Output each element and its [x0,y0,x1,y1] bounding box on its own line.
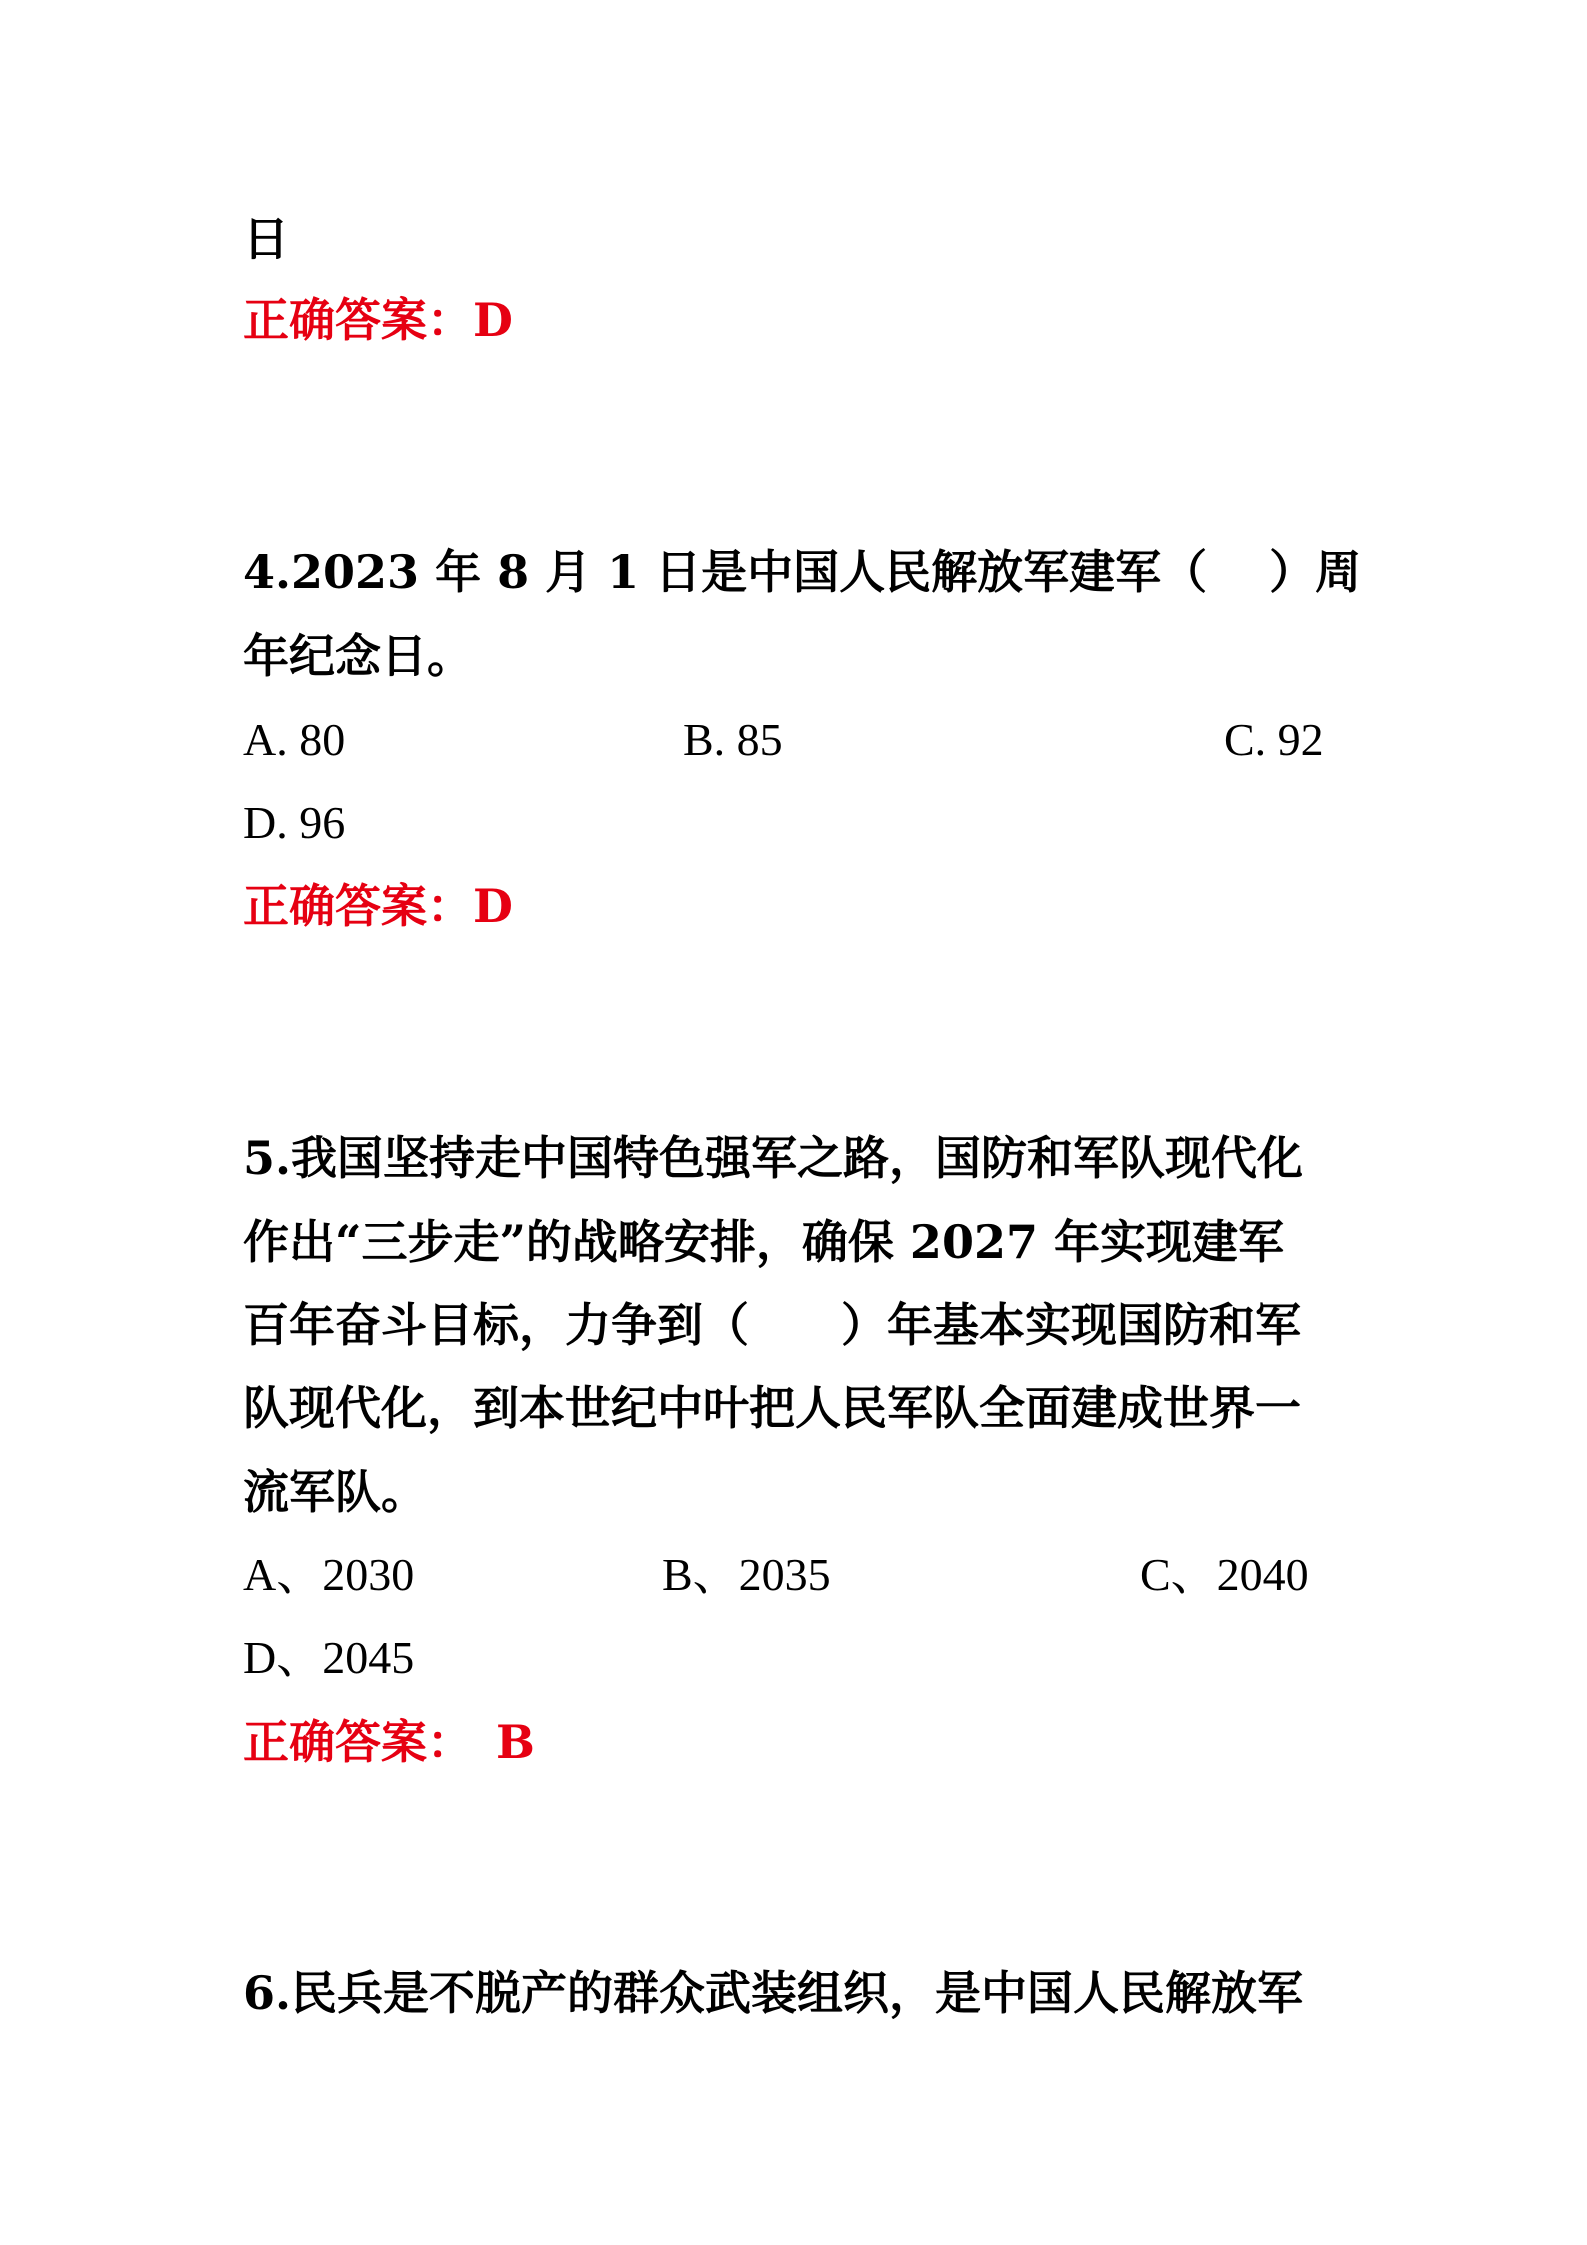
q5-stem-line-4: 队现代化，到本世纪中叶把人民军队全面建成世界一 [243,1381,1301,1435]
prev-question-answer: 正确答案：D [243,293,513,347]
q4-option-c: C. 92 [1224,714,1324,765]
q5-stem-line-5: 流军队。 [243,1465,427,1519]
q4-stem-line-1: 4.2023 年 8 月 1 日是中国人民解放军建军（ ）周 [243,545,1362,599]
q5-stem-line-1: 5.我国坚持走中国特色强军之路，国防和军队现代化 [243,1131,1304,1185]
q4-stem-line-2: 年纪念日。 [243,629,473,683]
q4-answer: 正确答案：D [243,879,513,933]
q4-option-b: B. 85 [683,714,783,765]
q5-option-a: A、2030 [243,1549,415,1600]
q4-option-d: D. 96 [243,797,346,848]
q5-option-b: B、2035 [662,1549,831,1600]
q5-option-c: C、2040 [1140,1549,1309,1600]
q5-option-d: D、2045 [243,1632,415,1683]
q5-stem-line-2: 作出“三步走”的战略安排，确保 2027 年实现建军 [243,1215,1284,1269]
q6-stem-line-1: 6.民兵是不脱产的群众武装组织，是中国人民解放军 [243,1966,1304,2020]
prev-question-tail: 日 [243,212,289,266]
q4-option-a: A. 80 [243,714,346,765]
q5-answer: 正确答案： B [243,1715,535,1769]
q5-stem-line-3: 百年奋斗目标，力争到（ ）年基本实现国防和军 [243,1298,1301,1352]
